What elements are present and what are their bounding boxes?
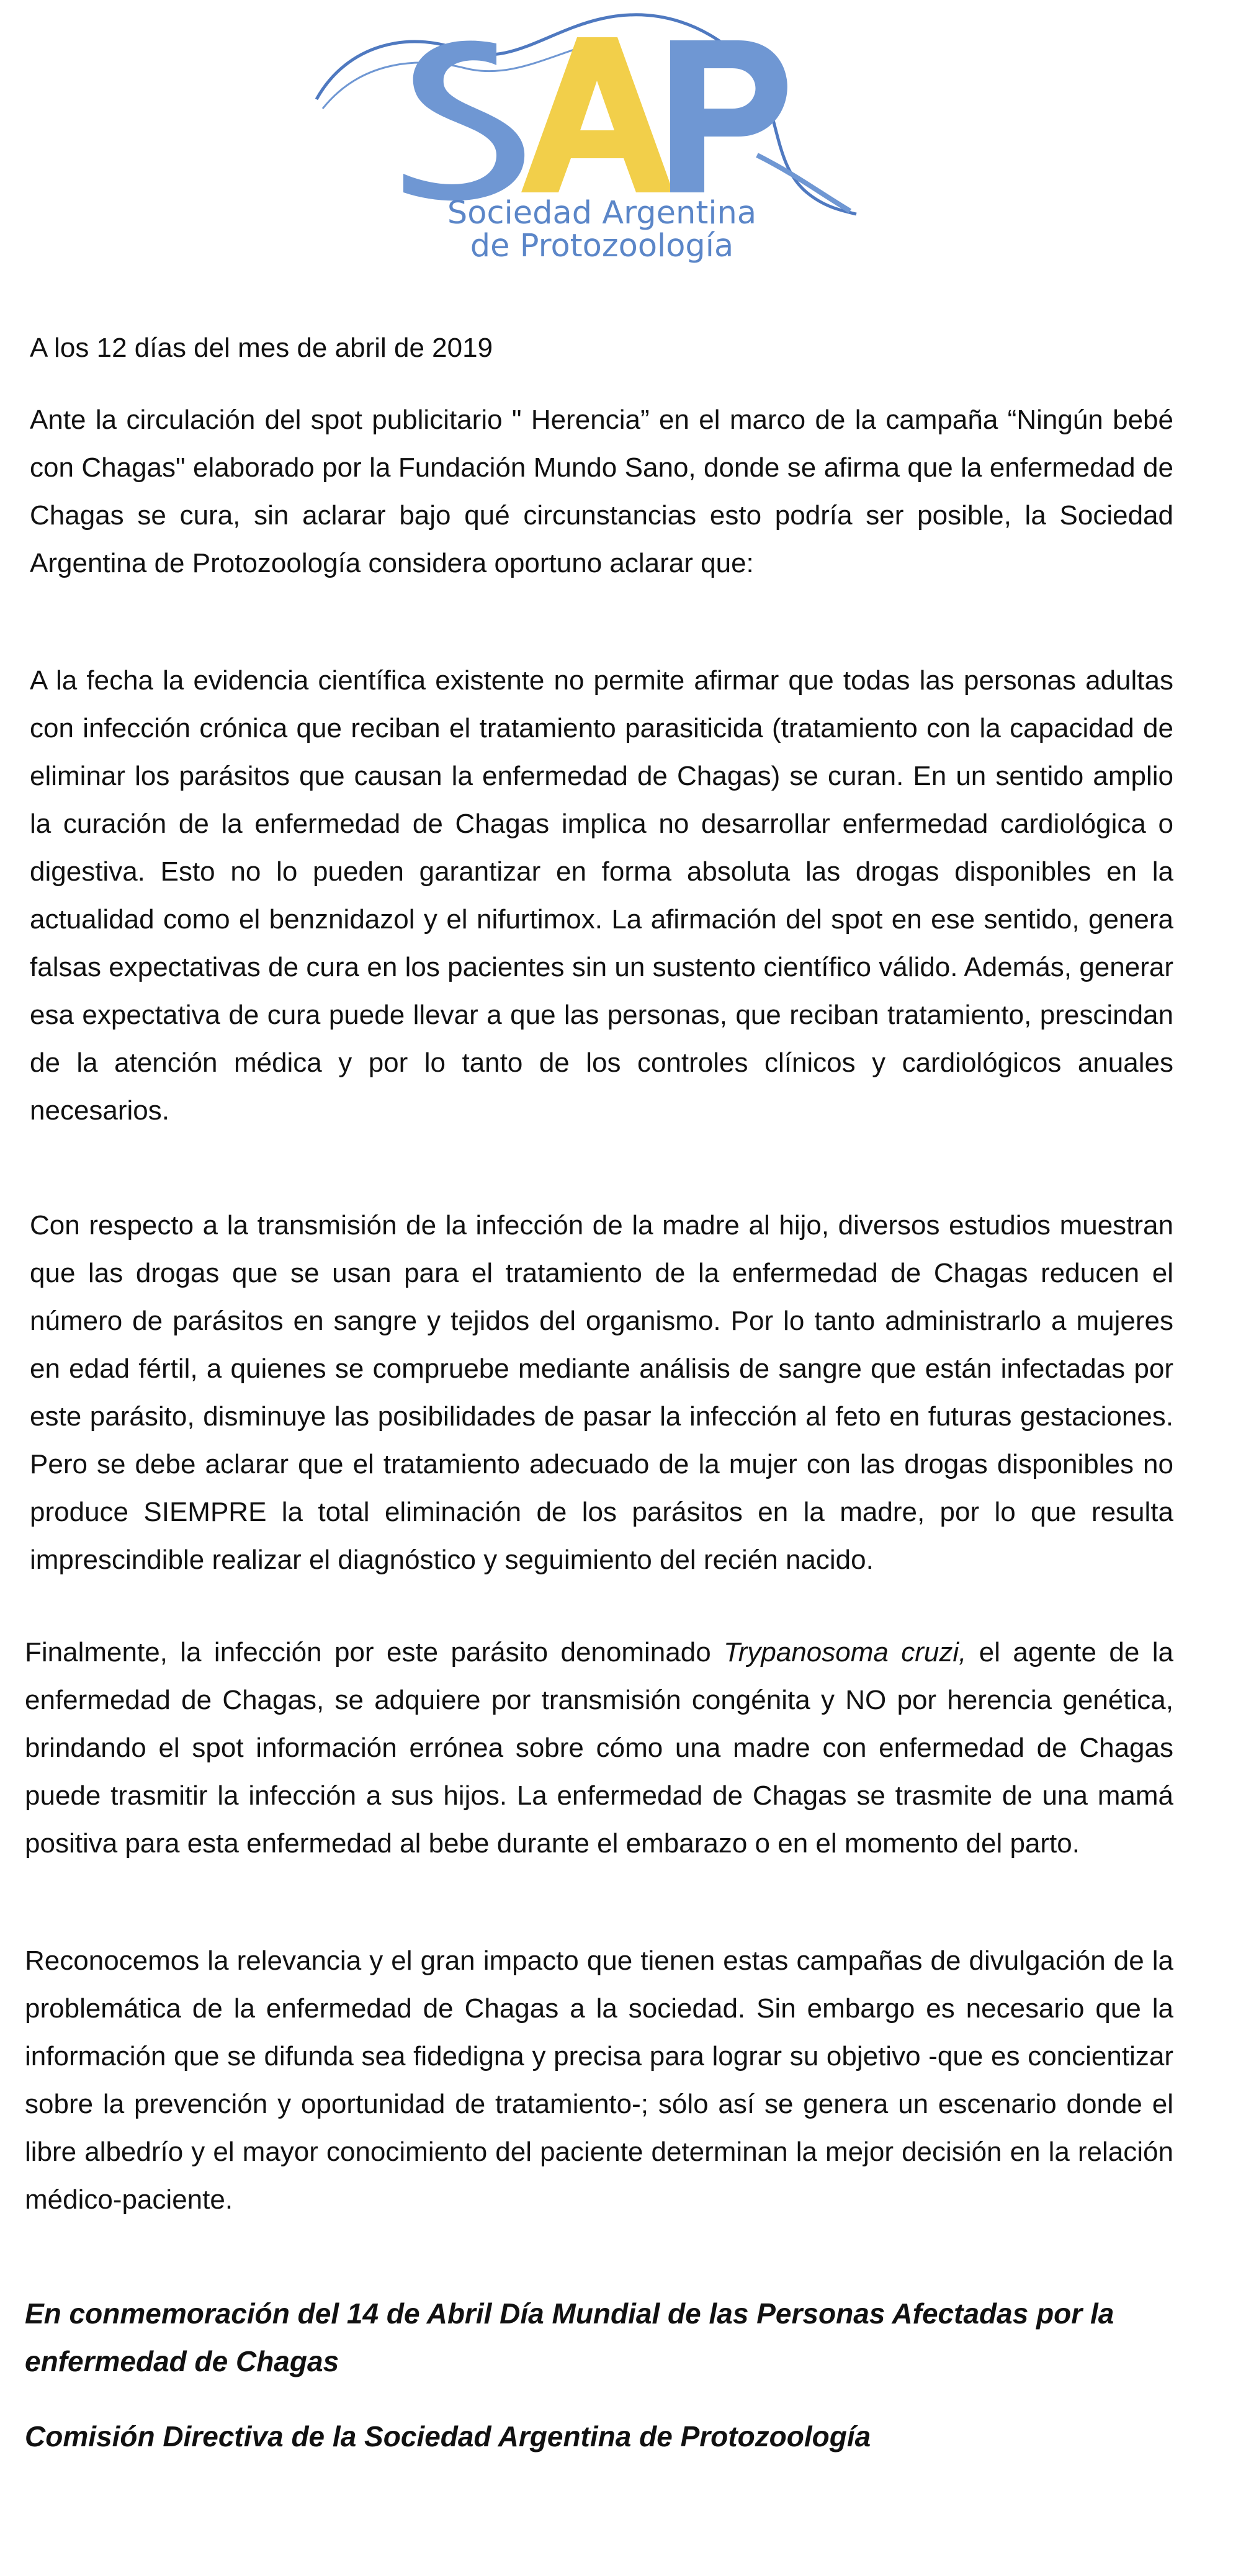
paragraph-mother-child-transmission: Con respecto a la transmisión de la infección de la madre al hijo, diversos estudios muestran que las drogas que se usan para el tratamiento de la enfermedad de Chagas reducen el número de parásitos en sangre y tejidos del organismo. Por lo tanto administrarlo a mujeres en edad fértil, a quienes se compruebe mediante análisis de sangre que están infectadas por este parásito, disminuye las posibilidades de pasar la infección al feto en futuras gestaciones. Pero se debe aclarar que el tratamiento adecuado de la mujer con las drogas disponibles no produce SIEMPRE la total eliminación de los parásitos en la madre, por lo que resulta imprescindible realizar el diagnóstico y seguimiento del recién nacido. <box>30 1210 1173 1575</box>
sap-logo <box>310 6 869 267</box>
date-line: A los 12 días del mes de abril de 2019 <box>30 333 493 363</box>
logo-text-line1: Sociedad Argentina <box>447 195 757 231</box>
paragraph-intro: Ante la circulación del spot publicitario " Herencia” en el marco de la campaña “Ningún bebé con Chagas" elaborado por la Fundación Mundo Sano, donde se afirma que la enfermedad de Chagas se cura, sin aclarar bajo qué circunstancias esto podría ser posible, la Sociedad Argentina de Protozoología considera oportuno aclarar que: <box>30 405 1173 578</box>
paragraph-closing: Reconocemos la relevancia y el gran impacto que tienen estas campañas de divulgación de la problemática de la enfermedad de Chagas a la sociedad. Sin embargo es necesario que la información que se difunda sea fidedigna y precisa para lograr su objetivo -que es concientizar sobre la prevención y oportunidad de tratamiento-; sólo así se genera un escenario donde el libre albedrío y el mayor conocimiento del paciente determinan la mejor decisión en la relación médico-paciente. <box>25 1945 1173 2215</box>
commemoration-line: En conmemoración del 14 de Abril Día Mundial de las Personas Afectadas por la enfermedad de Chagas <box>25 2297 1114 2377</box>
signature-line: Comisión Directiva de la Sociedad Argentina de Protozoología <box>25 2420 871 2453</box>
paragraph-congenital-transmission <box>25 1628 1173 1867</box>
paragraph-scientific-evidence: A la fecha la evidencia científica existente no permite afirmar que todas las personas adultas con infección crónica que reciban el tratamiento parasiticida (tratamiento con la capacidad de eliminar los parásitos que causan la enfermedad de Chagas) se curan. En un sentido amplio la curación de la enfermedad de Chagas implica no desarrollar enfermedad cardiológica o digestiva. Esto no lo pueden garantizar en forma absoluta las drogas disponibles en la actualidad como el benznidazol y el nifurtimox. La afirmación del spot en ese sentido, genera falsas expectativas de cura en los pacientes sin un sustento científico válido. Además, generar esa expectativa de cura puede llevar a que las personas, que reciban tratamiento, prescindan de la atención médica y por lo tanto de los controles clínicos y cardiológicos anuales necesarios. <box>30 665 1173 1126</box>
logo-text-line2: de Protozoología <box>470 228 734 264</box>
paragraph4-text-after: el agente de la enfermedad de Chagas, se adquiere por transmisión congénita y NO por herencia genética, brindando el spot información errónea sobre cómo una madre con enfermedad de Chagas puede trasmitir la infección a sus hijos. La enfermedad de Chagas se trasmite de una mamá positiva para esta enfermedad al bebe durante el embarazo o en el momento del parto. <box>25 1637 1173 1859</box>
paragraph4-text-before: Finalmente, la infección por este parásito denominado <box>25 1637 724 1667</box>
species-name: Trypanosoma cruzi, <box>724 1637 967 1667</box>
